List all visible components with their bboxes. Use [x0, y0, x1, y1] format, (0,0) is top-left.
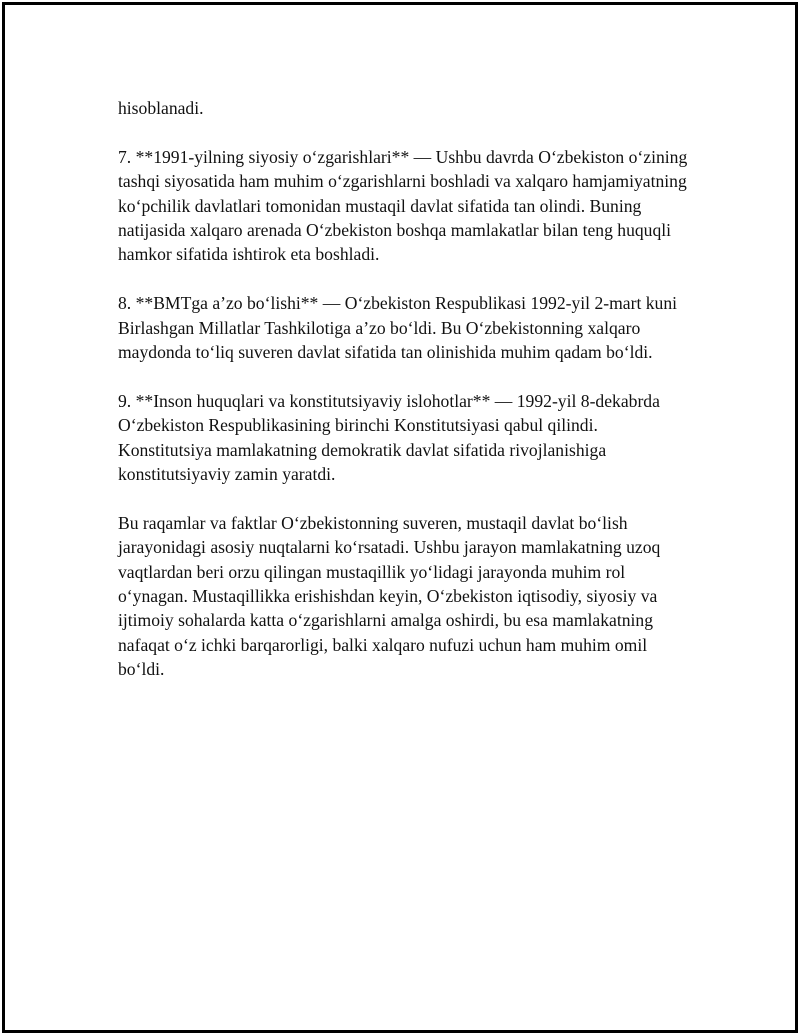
paragraph-item-7: 7. **1991-yilning siyosiy o‘zgarishlari** — Ushbu davrda O‘zbekiston o‘zining tashqi siyosatida ham muhim o‘zgarishlarni boshladi va xalqaro hamjamiyatning ko‘pchilik davlatlari tomonidan mustaqil davlat sifatida tan olindi. Buning natijasida xalqaro arenada O‘zbekiston boshqa mamlakatlar bilan teng huquqli hamkor sifatida ishtirok eta boshladi. — [118, 146, 688, 265]
paragraph-item-8: 8. **BMTga a’zo bo‘lishi** — O‘zbekiston Respublikasi 1992-yil 2-mart kuni Birlashgan Millatlar Tashkilotiga a’zo bo‘ldi. Bu O‘zbekistonning xalqaro maydonda to‘liq suveren davlat sifatida tan olinishida muhim qadam bo‘ldi. — [118, 293, 678, 363]
paragraph-item-9: 9. **Inson huquqlari va konstitutsiyaviy islohotlar** — 1992-yil 8-dekabrda O‘zbekiston Respublikasining birinchi Konstitutsiyasi qabul qilindi. Konstitutsiya mamlakatning demokratik davlat sifatida rivojlanishiga konstitutsiyaviy zamin yaratdi. — [118, 390, 660, 485]
paragraph-conclusion: Bu raqamlar va faktlar O‘zbekistonning suveren, mustaqil davlat bo‘lish jarayonidagi asosiy nuqtalarni ko‘rsatadi. Ushbu jarayon mamlakatning uzoq vaqtlardan beri orzu qilingan mustaqillik yo‘lidagi jarayonda muhim rol o‘ynagan. Mustaqillikka erishishdan keyin, O‘zbekiston iqtisodiy, siyosiy va ijtimoiy sohalarda katta o‘zgarishlarni amalga oshirdi, bu esa mamlakatning nafaqat o‘z ichki barqarorligi, balki xalqaro nufuzi uchun ham muhim omil bo‘ldi. — [118, 512, 661, 680]
paragraph-continuation: hisoblanadi. — [118, 98, 204, 118]
document-page — [2, 2, 798, 1033]
document-body — [118, 96, 696, 706]
